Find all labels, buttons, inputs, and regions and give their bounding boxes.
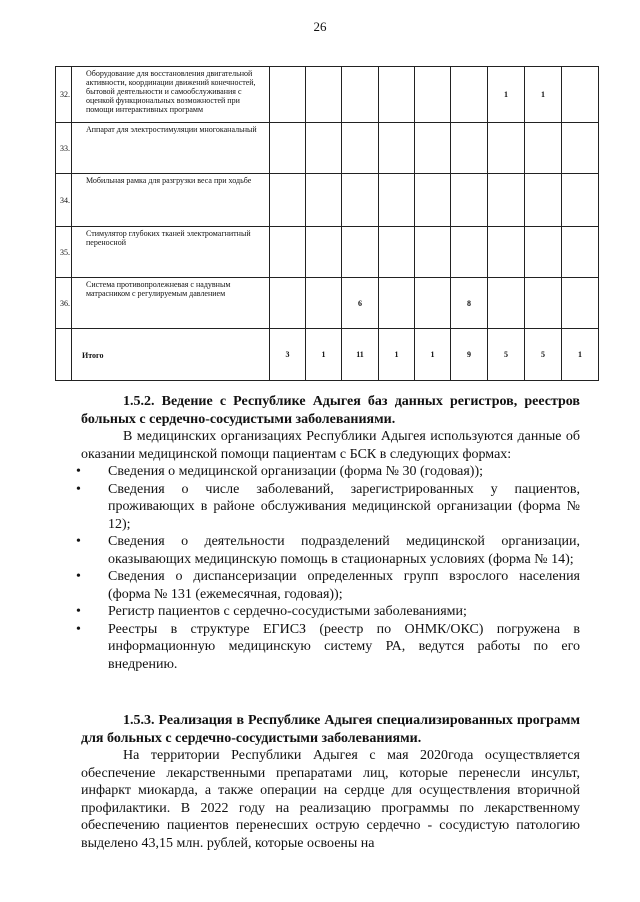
table-row [56, 67, 599, 123]
value-cell: 11 [342, 329, 379, 381]
section-heading: 1.5.2. Ведение с Республике Адыгея баз данных регистров, реестров больных с сердечно-сосудистыми заболеваниями. [81, 394, 580, 427]
value-cell: 1 [415, 329, 451, 381]
bullet-icon: • [76, 604, 81, 619]
value-cell [488, 174, 525, 227]
value-cell [451, 123, 488, 174]
value-cell [525, 278, 562, 329]
value-cell: 5 [525, 329, 562, 381]
value-cell [342, 67, 379, 123]
value-cell [415, 227, 451, 278]
section-body: На территории Республики Адыгея с мая 2020года осуществляется обеспечение лекарственными препаратами лиц, которые перенесли инсульт, инфаркт миокарда, а также операции на сердце для осуществления вторичной профилактики. В 2022 году на реализацию программы по лекарственному обеспечению пациентов перенесших острую сердечно - сосудистую патологию выделено 43,15 млн. рублей, которые освоены на [81, 748, 580, 851]
value-cell [379, 227, 415, 278]
row-number: 34. [56, 174, 72, 227]
value-cell: 6 [342, 278, 379, 329]
list-item: • Сведения о числе заболеваний, зарегистрированных у пациентов, проживающих в районе обслуживания медицинской организации (форма № 12); [76, 481, 580, 532]
list-item: • Сведения о медицинской организации (форма № 30 (годовая)); [76, 464, 484, 479]
value-cell [488, 278, 525, 329]
value-cell: 1 [562, 329, 599, 381]
value-cell [415, 67, 451, 123]
row-number [56, 329, 72, 381]
section-1-5-3 [81, 712, 580, 852]
value-cell [342, 227, 379, 278]
value-cell [562, 123, 599, 174]
equipment-name: Мобильная рамка для разгрузки веса при ходьбе [72, 174, 270, 227]
list-item: • Регистр пациентов с сердечно-сосудистыми заболеваниями; [76, 604, 467, 619]
value-cell [451, 67, 488, 123]
value-cell [379, 278, 415, 329]
value-cell [451, 174, 488, 227]
row-number: 32. [56, 67, 72, 123]
value-cell [270, 227, 306, 278]
value-cell: 9 [451, 329, 488, 381]
value-cell [562, 67, 599, 123]
value-cell [525, 174, 562, 227]
value-cell [379, 67, 415, 123]
value-cell [562, 174, 599, 227]
equipment-name: Оборудование для восстановления двигательной активности, координации движений конечностей, бытовой деятельности и самообслуживания с оценкой функциональных возможностей при помощи интерактивных программ [72, 67, 270, 123]
value-cell: 1 [306, 329, 342, 381]
bullet-icon: • [76, 464, 81, 479]
value-cell: 1 [525, 67, 562, 123]
value-cell: 3 [270, 329, 306, 381]
value-cell [488, 123, 525, 174]
row-number: 35. [56, 227, 72, 278]
value-cell [451, 227, 488, 278]
value-cell [525, 123, 562, 174]
list-item: • Сведения о деятельности подразделений медицинской организации, оказывающих медицинскую помощь в стационарных условиях (форма № 14); [76, 534, 580, 567]
value-cell [488, 227, 525, 278]
equipment-table [55, 66, 599, 381]
table-row [56, 174, 599, 227]
value-cell: 5 [488, 329, 525, 381]
section-1-5-2 [76, 393, 580, 673]
bullet-icon: • [76, 569, 81, 584]
total-label: Итого [72, 329, 270, 381]
value-cell [270, 67, 306, 123]
value-cell: 1 [379, 329, 415, 381]
row-number: 33. [56, 123, 72, 174]
page-number: 26 [313, 19, 327, 34]
value-cell [270, 278, 306, 329]
value-cell [415, 278, 451, 329]
bullet-icon: • [76, 534, 81, 549]
equipment-name: Система противопролежневая с надувным матрасником с регулируемым давлением [72, 278, 270, 329]
total-row [56, 329, 599, 381]
forms-list [76, 463, 580, 673]
list-item: • Реестры в структуре ЕГИСЗ (реестр по ОНМК/ОКС) погружена в информационную медицинскую систему РА, ведутся работы по его внедрению. [76, 621, 580, 672]
table-row [56, 227, 599, 278]
section-heading: 1.5.3. Реализация в Республике Адыгея специализированных программ для больных с сердечно-сосудистыми заболеваниями. [81, 713, 580, 746]
value-cell [525, 227, 562, 278]
value-cell [270, 174, 306, 227]
value-cell [379, 123, 415, 174]
value-cell [342, 123, 379, 174]
table-row [56, 278, 599, 329]
value-cell: 1 [488, 67, 525, 123]
value-cell [270, 123, 306, 174]
value-cell [306, 123, 342, 174]
value-cell [562, 227, 599, 278]
value-cell [342, 174, 379, 227]
list-item: • Сведения о диспансеризации определенных групп взрослого населения (форма № 131 (ежемесячная, годовая)); [76, 569, 580, 602]
value-cell [306, 67, 342, 123]
value-cell [562, 278, 599, 329]
value-cell: 8 [451, 278, 488, 329]
section-intro: В медицинских организациях Республики Адыгея используются данные об оказании медицинской помощи пациентам с БСК в следующих формах: [81, 429, 580, 462]
bullet-icon: • [76, 621, 81, 637]
table-row [56, 123, 599, 174]
value-cell [415, 174, 451, 227]
value-cell [306, 278, 342, 329]
bullet-icon: • [76, 481, 81, 497]
row-number: 36. [56, 278, 72, 329]
equipment-name: Аппарат для электростимуляции многоканальный [72, 123, 270, 174]
value-cell [415, 123, 451, 174]
value-cell [379, 174, 415, 227]
value-cell [306, 227, 342, 278]
value-cell [306, 174, 342, 227]
equipment-name: Стимулятор глубоких тканей электромагнитный переносной [72, 227, 270, 278]
